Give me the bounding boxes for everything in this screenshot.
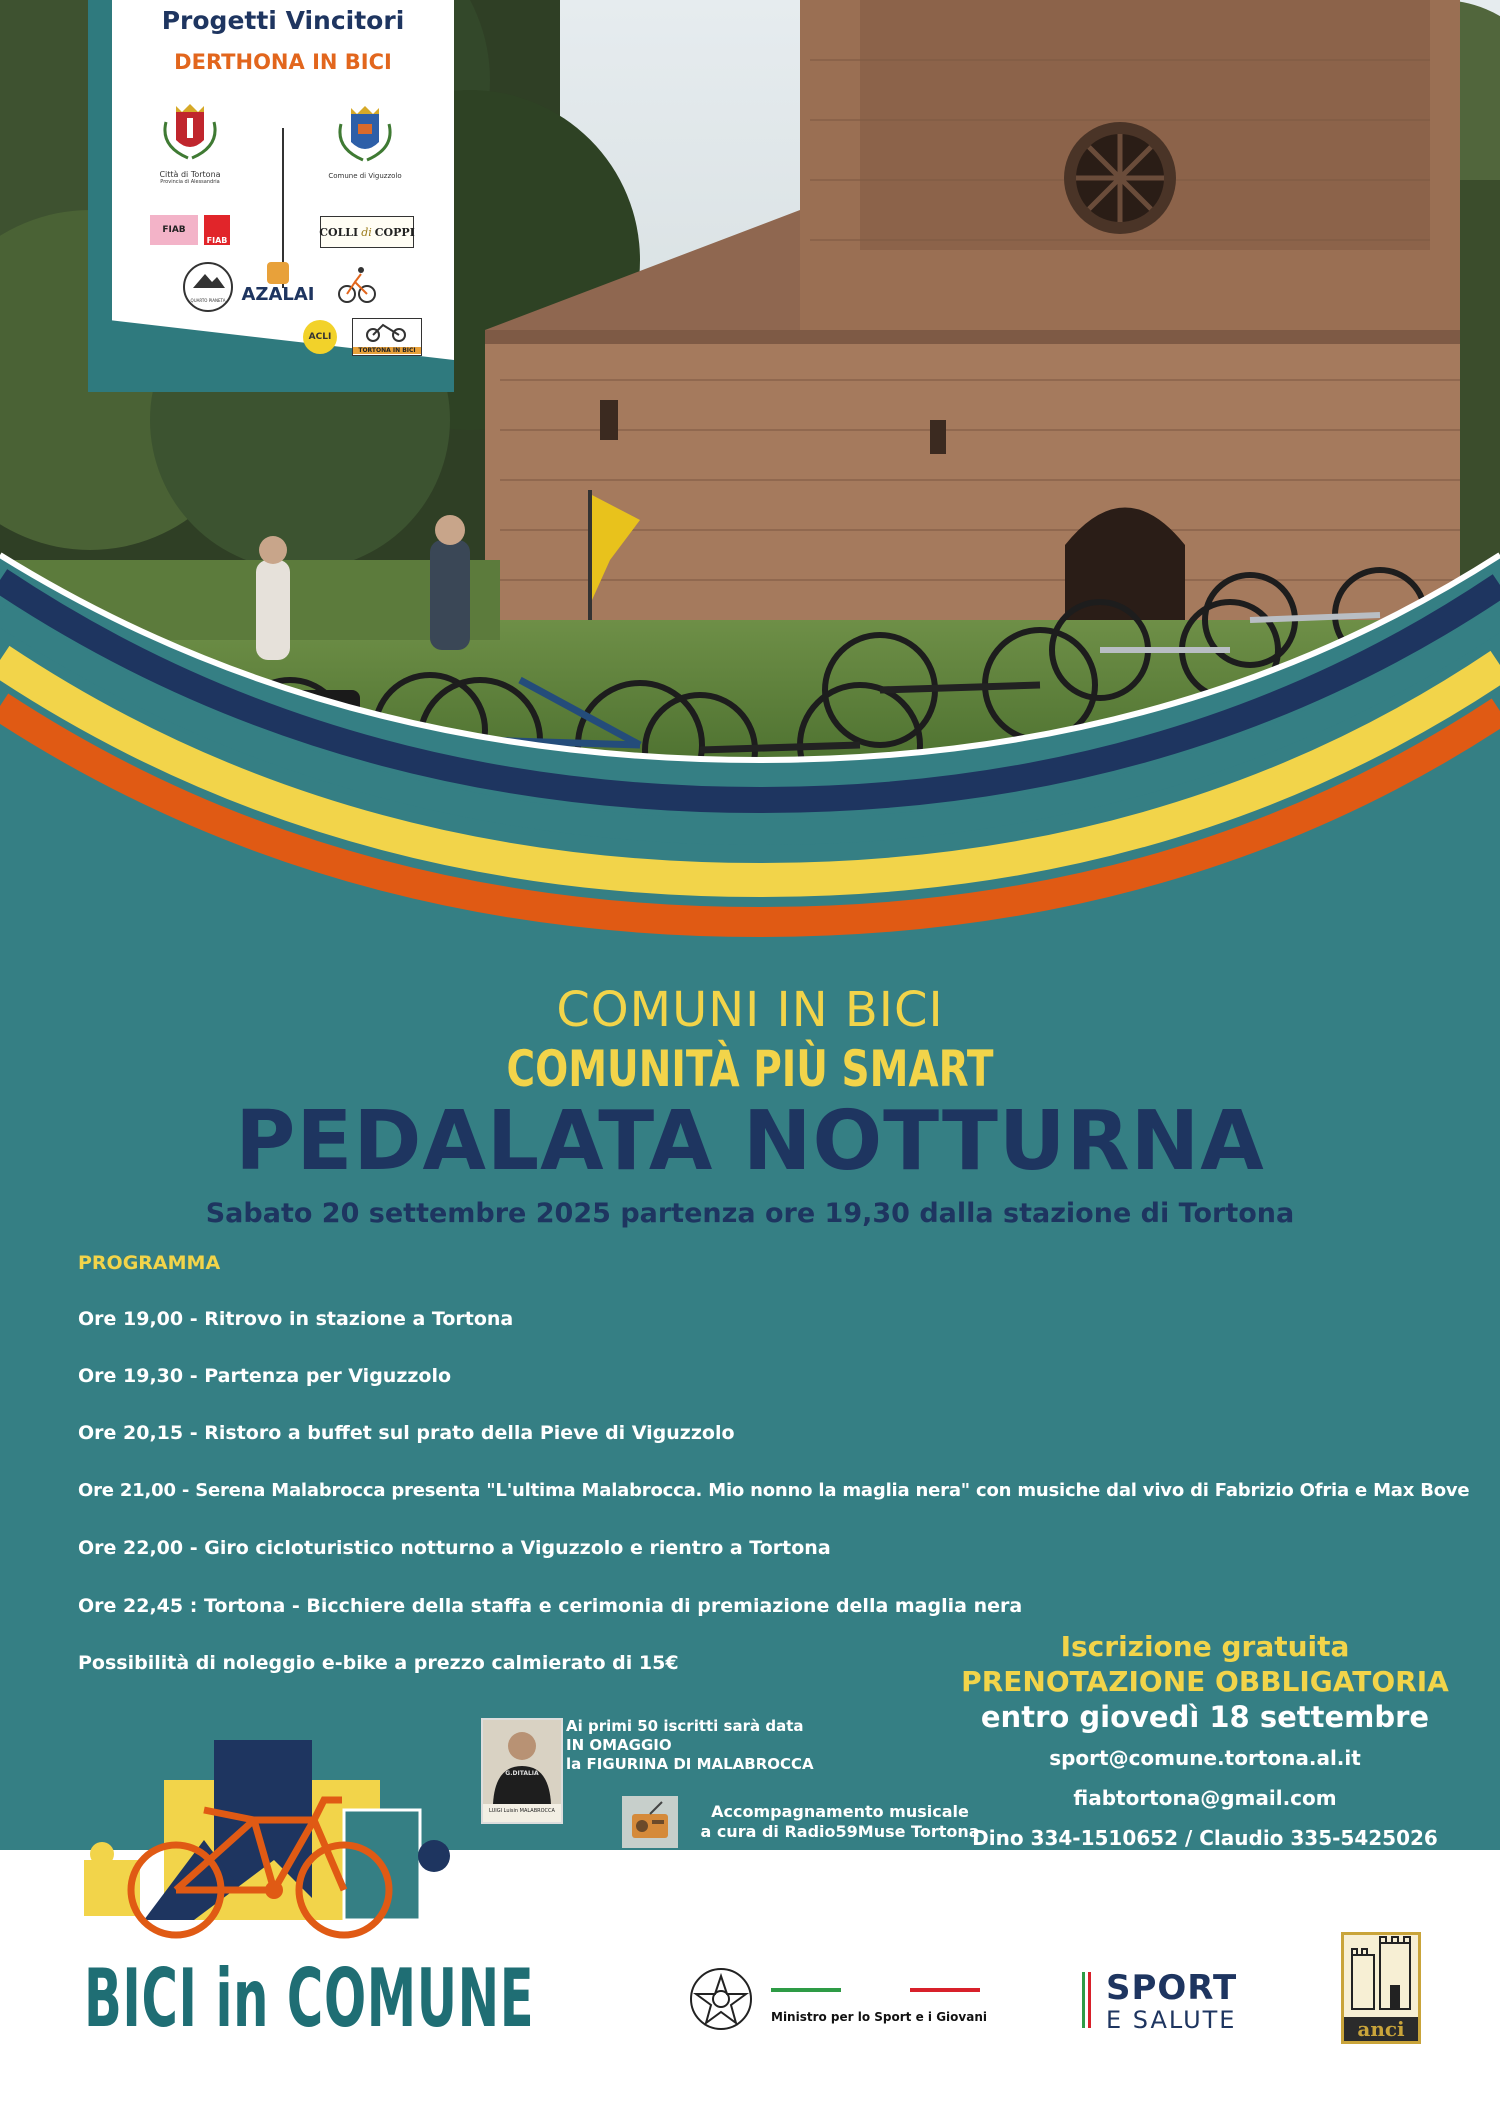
email-sport[interactable]: sport@comune.tortona.al.it	[1049, 1746, 1361, 1770]
event-date-line: Sabato 20 settembre 2025 partenza ore 19,30 dalla stazione di Tortona	[205, 1198, 1295, 1229]
flag-green-bar	[771, 1988, 841, 1992]
registration-deadline: entro giovedì 18 settembre	[980, 1700, 1430, 1734]
flag-red-bar	[910, 1988, 980, 1992]
tortona-in-bici-logo	[352, 318, 422, 356]
omaggio-line: la FIGURINA DI MALABROCCA	[566, 1755, 814, 1773]
music-line: Accompagnamento musicale	[711, 1802, 969, 1821]
program-item: Ore 21,00 - Serena Malabrocca presenta "L'ultima Malabrocca. Mio nonno la maglia nera" con musiche dal vivo di Fabrizio Ofria e Max Bove	[78, 1480, 1470, 1501]
quarto-pianeta-logo	[183, 262, 233, 312]
tortona-crest-logo	[150, 102, 230, 185]
bici-in-comune-logo-text: BICI in COMUNE	[84, 1952, 535, 2045]
mountain-icon	[185, 264, 231, 294]
quarto-label: QUARTO PIANETA	[190, 298, 226, 303]
jersey-text: G.DITALIA	[505, 1770, 539, 1777]
fiab-red-mark: FIAB	[204, 215, 230, 245]
program-item: Ore 22,45 : Tortona - Bicchiere della staffa e cerimonia di premiazione della maglia nera	[78, 1595, 1023, 1617]
bici-in-comune-graphic	[84, 1720, 464, 1950]
viguzzolo-crest-logo	[320, 104, 410, 180]
comunita-smart-heading: COMUNITÀ PIÙ SMART	[506, 1040, 994, 1098]
radio-icon	[622, 1796, 678, 1848]
fiab-logo	[150, 214, 245, 246]
sport-logo-text: SPORT	[1106, 1968, 1238, 2008]
cyclist-logo	[335, 262, 379, 306]
music-line: a cura di Radio59Muse Tortona	[700, 1822, 980, 1841]
contact-phones: Dino 334-1510652 / Claudio 335-5425026	[972, 1826, 1438, 1850]
tower-icon	[1344, 1935, 1418, 2013]
program-item: Ore 19,00 - Ritrovo in stazione a Tortona	[78, 1308, 514, 1330]
cyclist-icon	[335, 262, 379, 306]
program-item: Ore 19,30 - Partenza per Viguzzolo	[78, 1365, 452, 1387]
program-heading: PROGRAMMA	[78, 1252, 221, 1274]
card-caption: LUIGI Luisin MALABROCCA	[489, 1808, 555, 1814]
banner-subtitle: DERTHONA IN BICI	[174, 50, 392, 74]
tortona-sub-label: Provincia di Alessandria	[160, 179, 220, 185]
sport-flag-green	[1082, 1972, 1085, 2028]
crest-icon	[320, 104, 410, 168]
omaggio-line: IN OMAGGIO	[566, 1736, 672, 1754]
colli-di-text: di	[361, 225, 372, 239]
bike-icon	[150, 215, 198, 245]
omaggio-line: Ai primi 50 iscritti sarà data	[566, 1717, 804, 1735]
program-item: Ore 20,15 - Ristoro a buffet sul prato della Pieve di Viguzzolo	[78, 1422, 735, 1444]
omaggio-text	[566, 1717, 814, 1774]
viguzzolo-label: Comune di Viguzzolo	[328, 172, 402, 180]
fiab-text: FIAB	[162, 225, 186, 235]
ministry-label: Ministro per lo Sport e i Giovani	[771, 2010, 987, 2024]
colli-text: COLLI	[319, 225, 359, 239]
crest-icon	[150, 102, 230, 166]
sport-flag-red	[1088, 1972, 1091, 2028]
acli-logo	[303, 320, 337, 354]
cyclist-portrait	[483, 1720, 561, 1804]
azalai-logo	[240, 262, 316, 305]
music-credit	[690, 1802, 990, 1842]
acli-text: ACLI	[308, 332, 332, 342]
anci-text: anci	[1344, 2017, 1418, 2041]
republic-emblem-icon	[688, 1966, 754, 2032]
registration-required: PRENOTAZIONE OBBLIGATORIA	[961, 1665, 1449, 1698]
tortona-in-bici-text: TORTONA IN BICI	[353, 347, 421, 354]
bike-icon	[353, 319, 421, 343]
banner-title: Progetti Vincitori	[161, 6, 405, 35]
program-item: Possibilità di noleggio e-bike a prezzo calmierato di 15€	[78, 1652, 679, 1674]
radio-image	[622, 1796, 678, 1848]
comuni-in-bici-heading: COMUNI IN BICI	[556, 982, 944, 1038]
anci-logo	[1341, 1932, 1421, 2044]
colli-coppi-logo	[320, 216, 414, 248]
program-item: Ore 22,00 - Giro cicloturistico notturno a Viguzzolo e rientro a Tortona	[78, 1537, 831, 1559]
color-stripes	[0, 540, 1500, 960]
salute-logo-text: E SALUTE	[1106, 2006, 1237, 2034]
email-fiab[interactable]: fiabtortona@gmail.com	[1073, 1786, 1337, 1810]
azalai-text: AZALAI	[241, 284, 315, 305]
coppi-text: COPPI	[374, 225, 415, 239]
azalai-icon	[267, 262, 289, 284]
pedalata-notturna-title: PEDALATA NOTTURNA	[235, 1094, 1265, 1189]
tortona-label: Città di Tortona	[159, 170, 221, 179]
registration-free: Iscrizione gratuita	[1060, 1630, 1350, 1663]
malabrocca-card-image	[481, 1718, 563, 1824]
